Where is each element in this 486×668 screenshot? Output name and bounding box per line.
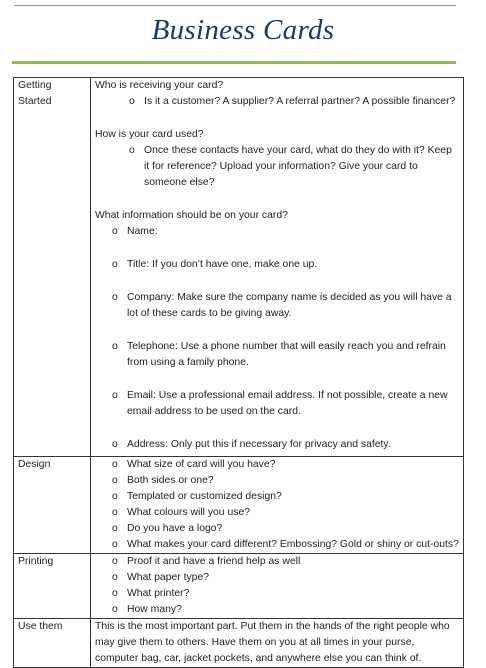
- section-label-getting-started: Getting Started: [14, 78, 91, 457]
- bullet-icon: o: [112, 259, 118, 270]
- bullet-icon: o: [129, 145, 135, 156]
- printing-list: [95, 554, 459, 618]
- list-item: o What colours will you use?: [95, 505, 459, 521]
- section-content-getting-started: [91, 78, 464, 457]
- bullet-icon: o: [112, 341, 118, 352]
- bullet-icon: o: [112, 539, 118, 550]
- title-underline: [12, 61, 456, 64]
- business-cards-table: [13, 77, 464, 668]
- bullet-icon: o: [112, 604, 118, 615]
- list-item: o What paper type?: [95, 570, 459, 586]
- usage-list: [95, 143, 459, 191]
- spacer: [95, 191, 459, 208]
- list-item: o Both sides or one?: [95, 473, 459, 489]
- use-them-text: This is the most important part. Put them in the hands of the right people who may give them to others. Have them on you at all times in your purse, computer bag, car, jacket pockets, and anywhere else you can think of.: [95, 621, 450, 664]
- row-use-them: [14, 619, 464, 668]
- question-receiving: Who is receiving your card?: [95, 80, 224, 91]
- top-rule: [14, 5, 456, 6]
- bullet-icon: o: [112, 588, 118, 599]
- bullet-icon: o: [112, 292, 118, 303]
- section-content-use-them: [91, 619, 464, 668]
- bullet-icon: o: [112, 475, 118, 486]
- list-item: o Company: Make sure the company name is decided as you will have a lot of these cards to be giving away.: [112, 292, 452, 319]
- list-item: o What makes your card different? Embossing? Gold or shiny or cut-outs?: [95, 537, 459, 553]
- bullet-icon: o: [112, 226, 118, 237]
- list-item: o Title: If you don’t have one, make one up.: [95, 257, 459, 273]
- bullet-icon: o: [112, 459, 118, 470]
- question-information: What information should be on your card?: [95, 210, 288, 221]
- bullet-icon: o: [112, 390, 118, 401]
- list-item: o Is it a customer? A supplier? A referral partner? A possible financer?: [95, 94, 459, 110]
- list-item: o Email: Use a professional email address. If not possible, create a new email address to be used on the card.: [112, 390, 448, 417]
- list-item: o Once these contacts have your card, what do they do with it? Keep it for reference? Upload your information? Give your card to someone else?: [129, 145, 452, 188]
- page-title: Business Cards: [151, 14, 335, 46]
- bullet-icon: o: [112, 491, 118, 502]
- section-label-use-them: Use them: [14, 619, 91, 668]
- spacer: [95, 322, 459, 339]
- bullet-icon: o: [112, 439, 118, 450]
- row-printing: [14, 554, 464, 619]
- question-usage: How is your card used?: [95, 129, 204, 140]
- spacer: [95, 273, 459, 290]
- section-content-printing: [91, 554, 464, 619]
- section-content-design: [91, 457, 464, 554]
- list-item: o Templated or customized design?: [95, 489, 459, 505]
- row-getting-started: [14, 78, 464, 457]
- spacer: [95, 110, 459, 127]
- list-item: o How many?: [95, 602, 459, 618]
- spacer: [95, 420, 459, 437]
- list-item: o Proof it and have a friend help as well: [95, 554, 459, 570]
- bullet-icon: o: [112, 572, 118, 583]
- list-item: o What size of card will you have?: [95, 457, 459, 473]
- list-item: o Name:: [95, 224, 459, 240]
- row-design: [14, 457, 464, 554]
- bullet-icon: o: [112, 523, 118, 534]
- design-list: [95, 457, 459, 553]
- section-label-printing: Printing: [14, 554, 91, 619]
- information-list: [95, 224, 459, 453]
- list-item: o Telephone: Use a phone number that will easily reach you and refrain from using a family phone.: [112, 341, 446, 368]
- section-label-design: Design: [14, 457, 91, 554]
- bullet-icon: o: [112, 507, 118, 518]
- spacer: [95, 240, 459, 257]
- list-item: o Address: Only put this if necessary for privacy and safety.: [95, 437, 459, 453]
- list-item: o Do you have a logo?: [95, 521, 459, 537]
- list-item: o What printer?: [95, 586, 459, 602]
- spacer: [95, 371, 459, 388]
- bullet-icon: o: [112, 556, 118, 567]
- receiving-list: [95, 94, 459, 110]
- bullet-icon: o: [129, 96, 135, 107]
